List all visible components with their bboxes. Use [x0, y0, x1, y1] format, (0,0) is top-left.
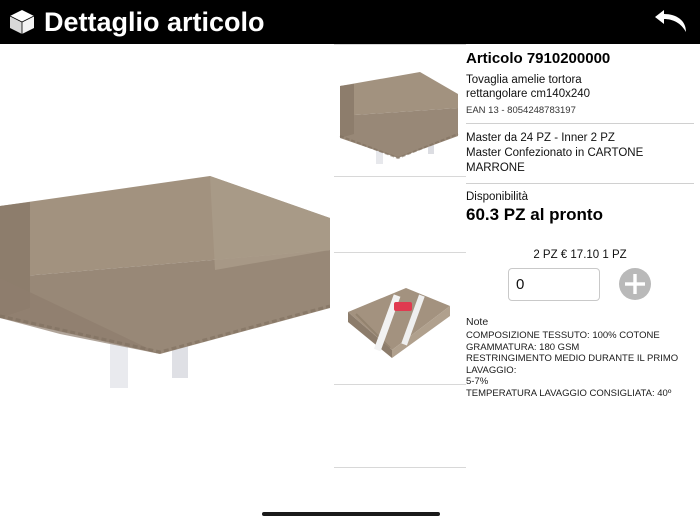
- thumb-divider-mid: [334, 176, 466, 177]
- notes-line: GRAMMATURA: 180 GSM: [466, 341, 580, 353]
- back-arrow-icon[interactable]: [644, 0, 700, 44]
- page-title: Dettaglio articolo: [44, 7, 265, 37]
- content-area: [0, 44, 700, 525]
- product-description-line1: Tovaglia amelie tortora: [466, 74, 582, 86]
- product-ean: EAN 13 - 8054248783197: [466, 105, 576, 116]
- purchase-row: [466, 249, 694, 301]
- thumbnail-list: [332, 46, 462, 384]
- thumb-divider-3: [334, 384, 466, 385]
- tablecloth-on-table-thumbnail[interactable]: [332, 46, 462, 176]
- quantity-row: [466, 267, 694, 301]
- thumb-divider-2: [334, 252, 466, 253]
- notes-line: RESTRINGIMENTO MEDIO DURANTE IL PRIMO LAVAGGIO:: [466, 353, 679, 376]
- availability-label: Disponibilità: [466, 191, 529, 203]
- thumb-divider-bottom: [334, 467, 466, 468]
- price-text: 2 PZ € 17.10 1 PZ: [533, 249, 627, 261]
- tablecloth-on-table-main[interactable]: [0, 48, 330, 520]
- box-icon: [0, 0, 44, 44]
- product-description-line2: rettangolare cm140x240: [466, 88, 591, 100]
- quantity-input[interactable]: [508, 268, 600, 301]
- notes-line: 5-7%: [466, 376, 489, 387]
- availability-value: 60.3 PZ al pronto: [466, 205, 603, 224]
- folded-tablecloth-thumbnail[interactable]: [332, 254, 462, 384]
- plus-circle-icon[interactable]: [618, 267, 652, 301]
- app-header: [0, 0, 700, 44]
- notes-section: [466, 316, 698, 399]
- notes-line: TEMPERATURA LAVAGGIO CONSIGLIATA: 40º: [466, 387, 672, 399]
- notes-line: COMPOSIZIONE TESSUTO: 100% COTONE: [466, 330, 660, 341]
- master-line2: Master Confezionato in CARTONE MARRONE: [466, 147, 644, 174]
- article-sku: Articolo 7910200000: [466, 50, 611, 67]
- home-indicator: [262, 512, 440, 516]
- master-line1: Master da 24 PZ - Inner 2 PZ: [466, 132, 615, 144]
- notes-title: Note: [466, 316, 489, 328]
- info-divider-1: [466, 123, 694, 124]
- thumb-divider-top: [334, 44, 466, 45]
- product-info-panel: [466, 50, 694, 225]
- info-divider-2: [466, 183, 694, 184]
